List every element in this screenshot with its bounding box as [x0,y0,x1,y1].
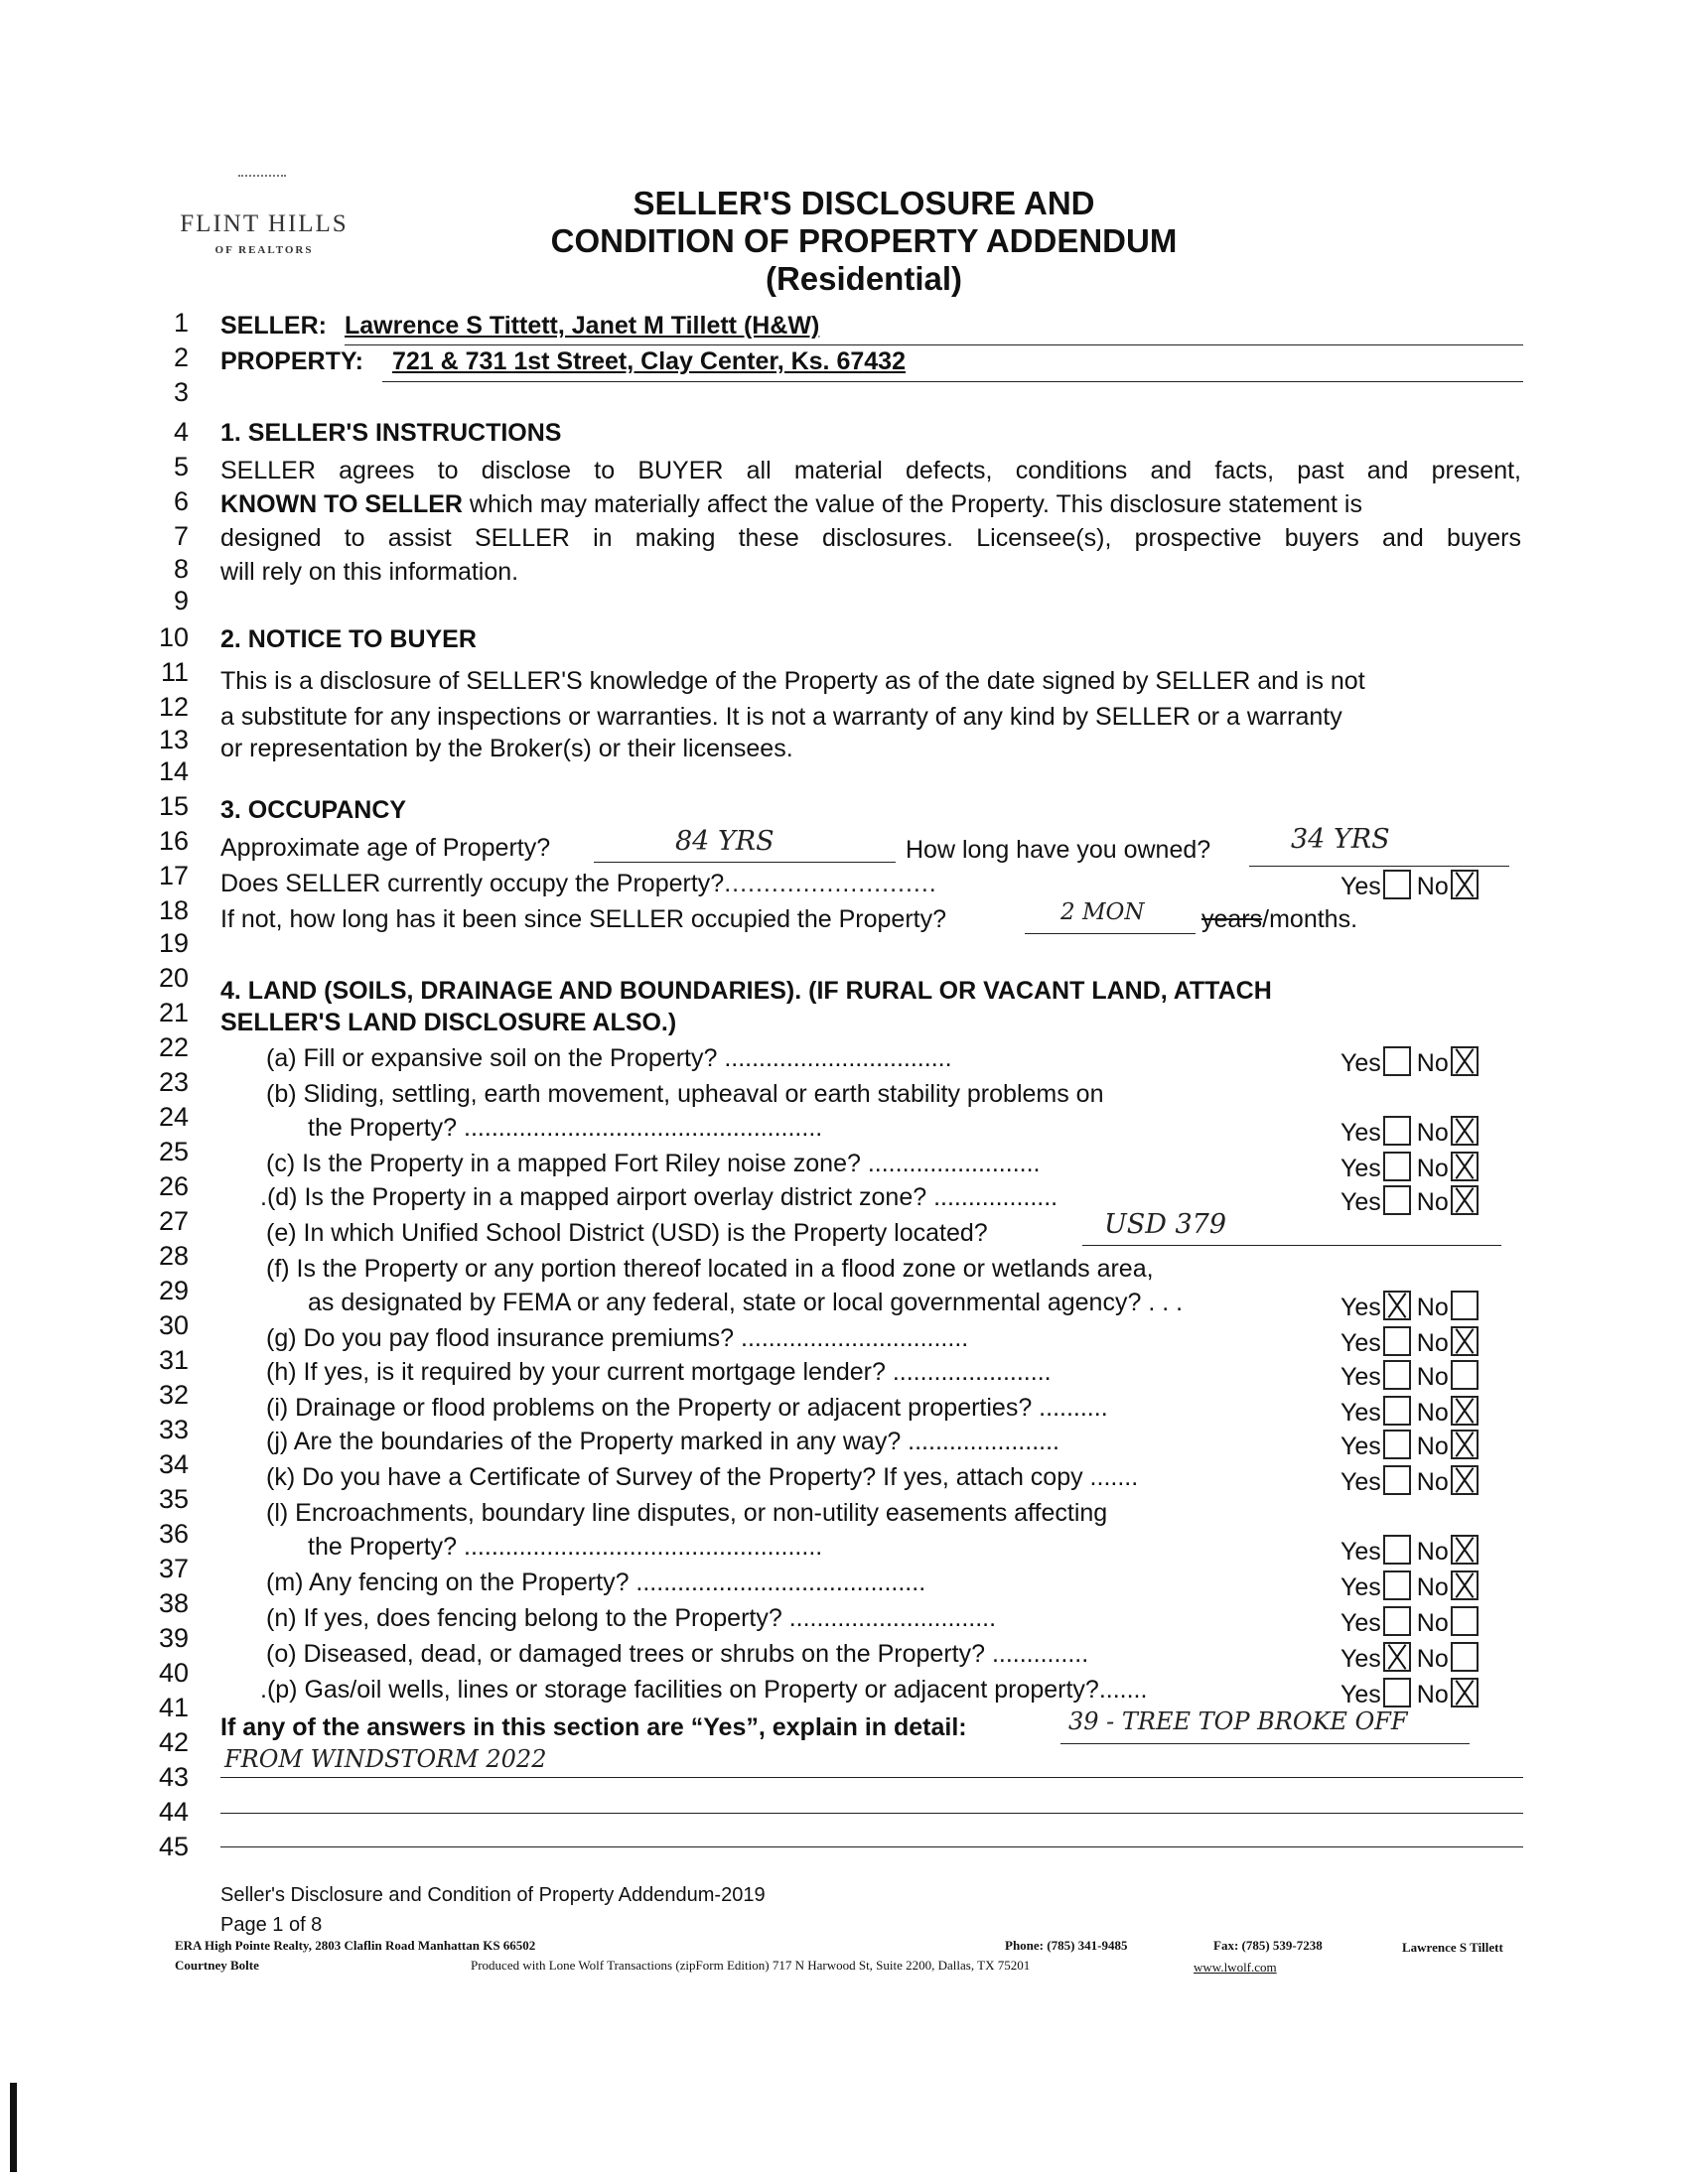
age-value[interactable]: 84 YRS [675,826,775,857]
no-checkbox-checked[interactable] [1451,1570,1479,1600]
no-checkbox-checked[interactable] [1451,1535,1479,1565]
line-number: 41 [158,1693,189,1722]
explain-underline-4 [220,1846,1523,1847]
item-a-yes-no [1340,1046,1484,1078]
no-checkbox-checked[interactable] [1451,1396,1479,1426]
yes-label: Yes [1340,1573,1381,1601]
since-value[interactable]: 2 MON [1060,899,1145,925]
item-l-line1: (l) Encroachments, boundary line disputes, or non-utility easements affecting [266,1499,1108,1527]
yes-label: Yes [1340,1609,1381,1637]
no-label: No [1416,1294,1449,1321]
explain-line2[interactable]: FROM WINDSTORM 2022 [224,1745,547,1773]
item-n: (n) If yes, does fencing belong to the Property? .............................. [266,1604,997,1632]
no-checkbox-checked[interactable] [1451,1326,1479,1356]
no-label: No [1416,1363,1449,1391]
sec1-line6-rest: which may materially affect the value of the Property. This disclosure statement is [462,490,1362,518]
no-label: No [1416,1433,1449,1460]
item-n-yes-no [1340,1606,1484,1638]
item-b-yes-no [1340,1116,1484,1148]
client-name: Lawrence S Tillett [1402,1940,1503,1955]
broker-fax: Fax: (785) 539-7238 [1213,1938,1323,1953]
occupy-yes-no [1340,870,1484,901]
item-f-line1: (f) Is the Property or any portion thereof located in a flood zone or wetlands area, [266,1255,1154,1283]
yes-checkbox[interactable] [1383,1678,1411,1707]
no-checkbox[interactable] [1451,1606,1479,1636]
line-number: 26 [158,1171,189,1201]
no-label: No [1416,1399,1449,1427]
age-underline [594,862,896,863]
item-d: .(d) Is the Property in a mapped airport overlay district zone? .................. [260,1183,1058,1211]
line-number: 28 [158,1241,189,1271]
sec4-title-line2: SELLER'S LAND DISCLOSURE ALSO.) [220,1009,677,1036]
line-number: 35 [158,1484,189,1514]
line-number: 40 [158,1658,189,1688]
yes-checkbox[interactable] [1383,1152,1411,1181]
line-number: 5 [173,452,189,481]
yes-label: Yes [1340,1049,1381,1077]
no-label: No [1416,873,1449,900]
line-number: 2 [173,342,189,372]
line-number: 45 [158,1832,189,1861]
item-g-yes-no [1340,1326,1484,1358]
line-number: 34 [158,1449,189,1479]
title-line1: SELLER'S DISCLOSURE AND [633,185,1095,221]
line-number: 25 [158,1137,189,1166]
item-i-yes-no [1340,1396,1484,1428]
no-checkbox[interactable] [1451,1360,1479,1390]
yes-checkbox[interactable] [1383,1116,1411,1146]
document-title [477,185,1251,298]
seller-value[interactable]: Lawrence S Tittett, Janet M Tillett (H&W) [345,312,820,340]
line-number: 12 [158,692,189,722]
yes-checkbox[interactable] [1383,1430,1411,1459]
line-number: 29 [158,1276,189,1305]
item-p-yes-no [1340,1678,1484,1709]
yes-label: Yes [1340,1119,1381,1147]
yes-checkbox-checked[interactable] [1383,1642,1411,1672]
property-label: PROPERTY: [220,347,363,375]
no-checkbox-checked[interactable] [1451,1152,1479,1181]
item-b-line1: (b) Sliding, settling, earth movement, upheaval or earth stability problems on [266,1080,1104,1108]
sec1-line6 [220,490,1521,519]
explain-line1[interactable]: 39 - TREE TOP BROKE OFF [1068,1707,1408,1735]
item-h: (h) If yes, is it required by your current mortgage lender? ....................... [266,1358,1052,1386]
no-checkbox[interactable] [1451,1291,1479,1320]
line-number: 8 [173,554,189,584]
owned-label: How long have you owned? [906,836,1211,864]
line-number: 6 [173,486,189,516]
yes-checkbox[interactable] [1383,1046,1411,1076]
yes-checkbox-checked[interactable] [1383,1291,1411,1320]
line-number: 10 [158,622,189,652]
yes-label: Yes [1340,1645,1381,1673]
title-line2: CONDITION OF PROPERTY ADDENDUM [550,222,1178,259]
broker-info: ERA High Pointe Realty, 2803 Claflin Road Manhattan KS 66502 [175,1938,536,1953]
line-number: 15 [158,791,189,821]
no-label: No [1416,1188,1449,1216]
yes-checkbox[interactable] [1383,1465,1411,1495]
no-checkbox-checked[interactable] [1451,1678,1479,1707]
item-j: (j) Are the boundaries of the Property marked in any way? ...................... [266,1428,1059,1455]
line-number: 36 [158,1519,189,1549]
line-number: 39 [158,1623,189,1653]
broker-phone: Phone: (785) 341-9485 [1005,1938,1128,1953]
line-number: 3 [173,377,189,407]
item-e: (e) In which Unified School District (USD) is the Property located? [266,1219,988,1247]
line-number: 23 [158,1067,189,1097]
yes-label: Yes [1340,1433,1381,1460]
no-label: No [1416,1609,1449,1637]
line-number: 22 [158,1032,189,1062]
item-a: (a) Fill or expansive soil on the Property? ................................. [266,1044,952,1072]
yes-label: Yes [1340,1399,1381,1427]
age-label: Approximate age of Property? [220,834,551,862]
explain-label: If any of the answers in this section are “Yes”, explain in detail: [220,1713,967,1741]
line-number: 27 [158,1206,189,1236]
explain-underline-1 [1060,1743,1470,1744]
line-number: 30 [158,1310,189,1340]
yes-checkbox[interactable] [1383,1360,1411,1390]
no-label: No [1416,1049,1449,1077]
no-label: No [1416,1538,1449,1566]
no-checkbox-checked[interactable] [1451,1430,1479,1459]
yes-label: Yes [1340,1681,1381,1708]
item-c: (c) Is the Property in a mapped Fort Riley noise zone? ......................... [266,1150,1041,1177]
line-number: 37 [158,1554,189,1583]
line-number: 20 [158,963,189,993]
line-number: 42 [158,1727,189,1757]
form-name: Seller's Disclosure and Condition of Property Addendum-2019 [220,1884,766,1906]
seller-underline [345,344,1523,345]
sec3-title: 3. OCCUPANCY [220,796,407,824]
line-number: 19 [158,928,189,958]
yes-checkbox[interactable] [1383,1570,1411,1600]
item-f-yes-no [1340,1291,1484,1322]
yes-label: Yes [1340,1538,1381,1566]
occupy-question-text: Does SELLER currently occupy the Property? [220,870,725,897]
no-label: No [1416,1645,1449,1673]
item-h-yes-no [1340,1360,1484,1392]
line-number: 21 [158,998,189,1027]
known-to-seller-text: KNOWN TO SELLER [220,490,463,518]
item-l-line2: the Property? .................................................... [308,1533,823,1561]
no-label: No [1416,1681,1449,1708]
title-line3: (Residential) [765,260,963,297]
since-question: If not, how long has it been since SELLER occupied the Property? [220,905,947,933]
years-struck: years [1201,905,1263,933]
sec2-line12: a substitute for any inspections or warranties. It is not a warranty of any kind by SELLER or a warranty [220,703,1342,731]
sec1-line8: will rely on this information. [220,558,519,586]
line-number: 44 [158,1797,189,1827]
page-indicator: Page 1 of 8 [220,1914,323,1936]
yes-checkbox[interactable] [1383,1396,1411,1426]
no-checkbox-checked[interactable] [1451,870,1479,899]
item-d-yes-no [1340,1185,1484,1217]
usd-value[interactable]: USD 379 [1104,1209,1227,1240]
line-number: 13 [158,725,189,754]
owned-value[interactable]: 34 YRS [1291,824,1390,855]
item-m: (m) Any fencing on the Property? .......................................... [266,1569,926,1596]
yes-checkbox[interactable] [1383,1185,1411,1215]
item-p: .(p) Gas/oil wells, lines or storage facilities on Property or adjacent property?....... [260,1676,1148,1704]
line-number: 7 [173,521,189,551]
line-number: 38 [158,1588,189,1618]
property-underline [382,381,1523,382]
no-label: No [1416,1329,1449,1357]
item-i: (i) Drainage or flood problems on the Property or adjacent properties? .......... [266,1394,1108,1422]
line-number: 11 [160,657,189,687]
item-l-yes-no [1340,1535,1484,1567]
no-checkbox-checked[interactable] [1451,1046,1479,1076]
sec2-title: 2. NOTICE TO BUYER [220,625,477,653]
line-number: 24 [158,1102,189,1132]
occupy-question [220,870,937,898]
no-label: No [1416,1155,1449,1182]
sec2-line11: This is a disclosure of SELLER'S knowledge of the Property as of the date signed by SELLER and is not [220,667,1365,695]
occupy-question-dots: ........................... [724,870,937,897]
item-o: (o) Diseased, dead, or damaged trees or shrubs on the Property? .............. [266,1640,1089,1668]
no-checkbox[interactable] [1451,1642,1479,1672]
agent-name: Courtney Bolte [175,1958,259,1973]
logo-mark [238,175,286,183]
explain-underline-2 [220,1777,1523,1778]
sec1-line7: designed to assist SELLER in making these disclosures. Licensee(s), prospective buyers and buyers [220,524,1521,552]
line-number: 14 [158,756,189,786]
yes-label: Yes [1340,1188,1381,1216]
seller-label: SELLER: [220,312,327,340]
sec1-title: 1. SELLER'S INSTRUCTIONS [220,419,562,447]
item-c-yes-no [1340,1152,1484,1183]
line-number: 33 [158,1415,189,1444]
no-checkbox-checked[interactable] [1451,1116,1479,1146]
line-number: 17 [158,861,189,890]
item-o-yes-no [1340,1642,1484,1674]
since-units [1201,905,1357,934]
item-k-yes-no [1340,1465,1484,1497]
item-j-yes-no [1340,1430,1484,1461]
yes-label: Yes [1340,1363,1381,1391]
line-number: 18 [158,895,189,925]
line-number: 32 [158,1380,189,1410]
yes-checkbox[interactable] [1383,1606,1411,1636]
usd-underline [1082,1245,1501,1246]
yes-checkbox[interactable] [1383,870,1411,899]
sec1-line5: SELLER agrees to disclose to BUYER all material defects, conditions and facts, past and present, [220,457,1521,484]
property-value[interactable]: 721 & 731 1st Street, Clay Center, Ks. 67432 [392,347,906,375]
since-underline [1025,933,1196,934]
yes-label: Yes [1340,873,1381,900]
line-number: 9 [173,586,189,615]
line-number: 43 [158,1762,189,1792]
no-label: No [1416,1468,1449,1496]
no-label: No [1416,1573,1449,1601]
realtors-logo [165,210,363,256]
scan-edge-mark [10,2083,17,2172]
yes-checkbox[interactable] [1383,1326,1411,1356]
yes-label: Yes [1340,1294,1381,1321]
item-m-yes-no [1340,1570,1484,1602]
line-number: 16 [158,826,189,856]
item-g: (g) Do you pay flood insurance premiums? ................................. [266,1324,969,1352]
produced-by: Produced with Lone Wolf Transactions (zipForm Edition) 717 N Harwood St, Suite 2200, Dallas, TX 75201 [471,1958,1031,1973]
no-checkbox-checked[interactable] [1451,1185,1479,1215]
no-checkbox-checked[interactable] [1451,1465,1479,1495]
line-number: 1 [173,308,189,338]
yes-label: Yes [1340,1468,1381,1496]
item-f-line2: as designated by FEMA or any federal, state or local governmental agency? . . . [308,1289,1184,1316]
website-link[interactable]: www.lwolf.com [1194,1960,1277,1975]
owned-underline [1249,866,1509,867]
line-number: 4 [173,417,189,447]
logo-line2: OF REALTORS [214,244,314,256]
since-suffix: /months. [1262,905,1358,933]
yes-label: Yes [1340,1155,1381,1182]
sec4-title-line1: 4. LAND (SOILS, DRAINAGE AND BOUNDARIES). (IF RURAL OR VACANT LAND, ATTACH [220,977,1272,1005]
item-k: (k) Do you have a Certificate of Survey of the Property? If yes, attach copy ....... [266,1463,1139,1491]
yes-checkbox[interactable] [1383,1535,1411,1565]
logo-line1: FLINT HILLS [180,210,349,237]
sec2-line13: or representation by the Broker(s) or their licensees. [220,735,793,762]
yes-label: Yes [1340,1329,1381,1357]
line-number: 31 [158,1345,189,1375]
explain-underline-3 [220,1813,1523,1814]
item-b-line2: the Property? .................................................... [308,1114,823,1142]
no-label: No [1416,1119,1449,1147]
